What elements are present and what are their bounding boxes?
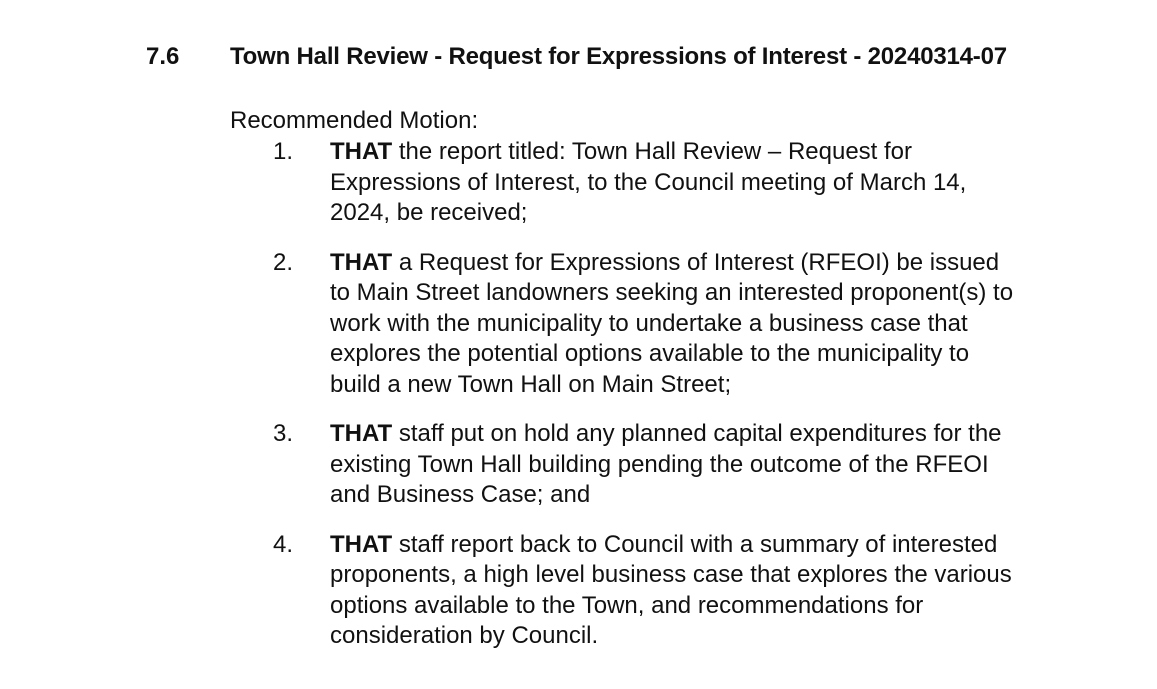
motion-item-line: staff report back to Council with a summary of interested (392, 530, 998, 558)
motion-item-line: 2024, be received; (330, 199, 528, 226)
motion-item-line: a Request for Expressions of Interest (RFEOI) be issued (392, 248, 1000, 276)
motion-item-line: Expressions of Interest, to the Council meeting of March 14, (330, 168, 967, 196)
motion-item-text (330, 248, 1110, 401)
motion-item-line: staff put on hold any planned capital expenditures for the (392, 420, 1002, 447)
motion-item-number: 4. (273, 530, 294, 558)
motion-item-number: 3. (273, 420, 294, 447)
motion-item-1 (0, 137, 1157, 229)
motion-item-line: consideration by Council. (330, 622, 599, 649)
motion-item-text (330, 530, 1110, 652)
motion-item-line: build a new Town Hall on Main Street; (330, 370, 732, 398)
motion-item-line: and Business Case; and (330, 481, 591, 508)
section-title: Town Hall Review - Request for Expressions of Interest - 20240314-07 (230, 43, 1007, 70)
motion-item-line: existing Town Hall building pending the outcome of the RFEOI (330, 450, 989, 478)
motion-item-3 (0, 419, 1157, 511)
motion-item-lead: THAT (330, 420, 393, 447)
motion-item-line: options available to the Town, and recommendations for (330, 591, 924, 619)
motion-item-4 (0, 530, 1157, 652)
motion-item-line: explores the potential options available to the municipality to (330, 340, 970, 367)
motion-item-line: proponents, a high level business case that explores the various (330, 561, 1012, 588)
motion-item-line: to Main Street landowners seeking an interested proponent(s) to (330, 279, 1014, 306)
motion-item-number: 2. (273, 248, 294, 276)
motion-item-line: the report titled: Town Hall Review – Request for (392, 138, 913, 165)
motion-item-lead: THAT (330, 248, 393, 276)
motion-item-lead: THAT (330, 138, 393, 165)
motion-item-number: 1. (273, 138, 294, 165)
motion-item-text (330, 419, 1110, 511)
section-number: 7.6 (146, 43, 180, 70)
motion-item-line: work with the municipality to undertake a business case that (330, 309, 968, 337)
motion-list (0, 137, 1157, 671)
motion-intro: Recommended Motion: (230, 107, 479, 134)
motion-item-text (330, 137, 1110, 229)
motion-item-2 (0, 248, 1157, 401)
motion-item-lead: THAT (330, 530, 393, 558)
